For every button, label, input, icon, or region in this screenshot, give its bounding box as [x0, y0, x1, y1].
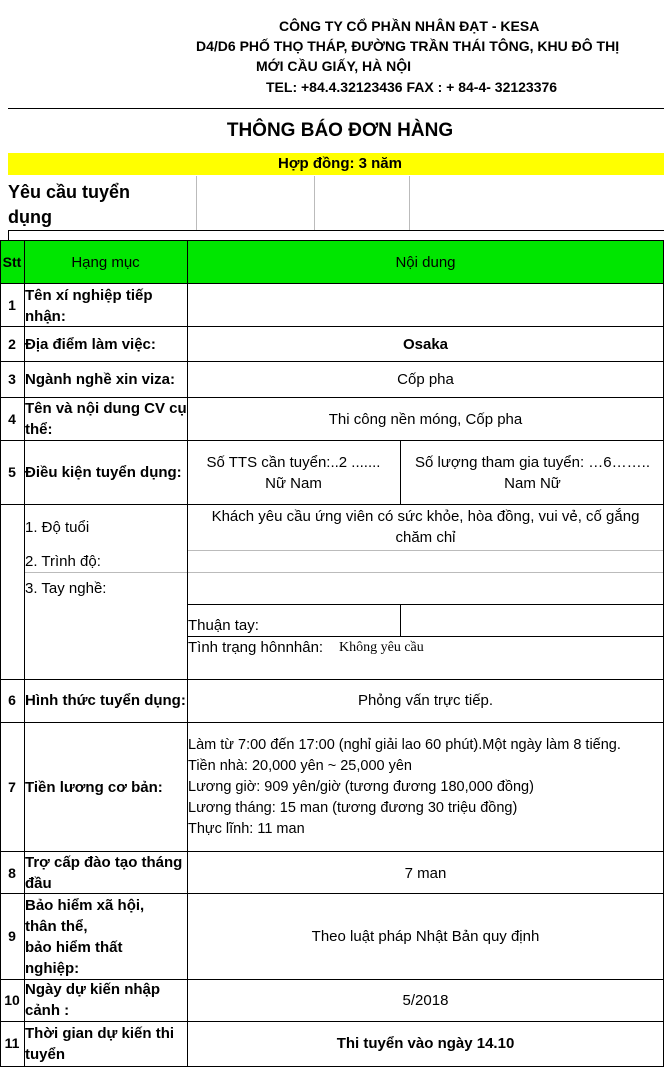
grid-line [0, 326, 664, 327]
salary-hourly: Lương giờ: 909 yên/giờ (tương đương 180,000 đồng) [188, 778, 534, 795]
row10-content: 5/2018 [402, 991, 449, 1009]
grid-line [0, 979, 664, 980]
grid-line [0, 361, 664, 362]
row5-participants [401, 441, 664, 504]
row2-item: Địa điểm làm việc: [25, 335, 156, 353]
grid-line [187, 550, 664, 551]
salary-housing: Tiền nhà: 20,000 yên ~ 25,000 yên [188, 757, 412, 774]
row9-content: Theo luật pháp Nhật Bản quy định [311, 928, 540, 945]
age-value: Khách yêu cầu ứng viên có sức khỏe, hòa đồng, vui vẻ, cố gắng chăm chỉ [211, 508, 640, 546]
grid-line [0, 1021, 664, 1022]
document-title: THÔNG BÁO ĐƠN HÀNG [226, 120, 454, 141]
row8-stt: 8 [8, 864, 16, 881]
handedness-label: Thuận tay: [188, 616, 259, 634]
grid-line [0, 397, 664, 398]
grid-line [196, 176, 197, 231]
salary-hours: Làm từ 7:00 đến 17:00 (nghỉ giải lao 60 phút).Một ngày làm 8 tiếng. [188, 736, 621, 753]
requirement-bottom-line [8, 230, 664, 231]
col-header-stt: Stt [2, 253, 22, 270]
row5-stt: 5 [8, 464, 16, 480]
grid-line [25, 572, 187, 573]
trainees-needed-gender: Nữ Nam [265, 474, 322, 492]
row1-stt: 1 [8, 297, 16, 313]
participants-count: Số lượng tham gia tuyển: …6…….. [415, 453, 650, 471]
col-header-content: Nội dung [395, 253, 456, 271]
row2-stt: 2 [8, 335, 16, 352]
grid-line [0, 722, 664, 723]
row7-item: Tiền lương cơ bản: [25, 778, 163, 796]
row7-stt: 7 [8, 778, 16, 795]
education-label: 2. Trình độ: [25, 552, 101, 570]
marital-value: Không yêu cầu [339, 639, 424, 655]
row9-item-line: bảo hiểm thất [25, 938, 123, 956]
contract-duration: Hợp đồng: 3 năm [278, 155, 402, 172]
salary-monthly: Lương tháng: 15 man (tương đương 30 triệu đồng) [188, 799, 518, 816]
skill-label: 3. Tay nghề: [25, 579, 107, 597]
header-divider [8, 108, 664, 109]
row3-item: Ngành nghề xin viza: [25, 370, 176, 388]
col-header-item: Hạng mục [71, 253, 140, 271]
participants-gender: Nam Nữ [504, 474, 561, 492]
row11-stt: 11 [4, 1035, 20, 1051]
row2-content: Osaka [402, 335, 449, 353]
grid-line [0, 240, 664, 241]
grid-line [0, 283, 664, 284]
requirement-heading [8, 180, 130, 230]
grid-line [400, 441, 401, 504]
grid-line [0, 504, 664, 505]
company-address-line1: D4/D6 PHỐ THỌ THÁP, ĐƯỜNG TRẦN THÁI TÔNG, KHU ĐÔ THỊ [196, 38, 620, 54]
row10-item: Ngày dự kiến nhập cảnh : [25, 981, 161, 1019]
row3-stt: 3 [8, 370, 16, 387]
row8-item: Trợ cấp đào tạo tháng đầu [25, 854, 183, 892]
company-address-line2: MỚI CẦU GIẤY, HÀ NỘI [256, 58, 412, 74]
grid-line [187, 604, 664, 605]
grid-line [0, 1066, 664, 1067]
salary-net: Thực lĩnh: 11 man [188, 820, 305, 837]
trainees-needed-count: Số TTS cần tuyển:..2 ....... [206, 453, 381, 471]
grid-line [0, 893, 664, 894]
row8-content: 7 man [404, 864, 447, 882]
grid-line [0, 240, 1, 1067]
row11-content: Thi tuyển vào ngày 14.10 [336, 1035, 515, 1052]
row3-content: Cốp pha [397, 370, 454, 388]
requirement-heading-line1: Yêu cầu tuyển [8, 182, 131, 202]
row9-stt: 9 [8, 928, 16, 944]
requirement-heading-line2: dụng [8, 207, 52, 227]
row9-item [25, 894, 187, 979]
grid-line [409, 176, 410, 231]
row6-stt: 6 [8, 692, 16, 708]
row1-content [187, 284, 664, 327]
grid-line [0, 679, 664, 680]
company-name: CÔNG TY CỔ PHẦN NHÂN ĐẠT - KESA [279, 18, 540, 34]
row9-item-line: nghiệp: [25, 959, 80, 977]
row11-item: Thời gian dự kiến thi tuyển [25, 1024, 175, 1063]
grid-line [0, 851, 664, 852]
marital-label: Tình trạng hônnhân: [188, 638, 324, 656]
row5-trainees-needed [187, 441, 400, 504]
grid-line [187, 636, 664, 637]
row4-stt: 4 [8, 410, 16, 427]
row6-item: Hình thức tuyển dụng: [25, 692, 186, 709]
grid-line [187, 572, 664, 573]
row9-item-line: thân thể, [25, 917, 88, 935]
row1-item: Tên xí nghiệp tiếp nhận: [25, 286, 153, 325]
row6-content: Phỏng vấn trực tiếp. [357, 692, 494, 709]
age-label: 1. Độ tuổi [25, 518, 90, 536]
row10-stt: 10 [4, 991, 20, 1008]
row9-item-line: Bảo hiểm xã hội, [25, 896, 145, 914]
grid-line [0, 440, 664, 441]
company-contact: TEL: +84.4.32123436 FAX : + 84-4- 32123376 [266, 79, 558, 95]
grid-line [314, 176, 315, 231]
row4-content: Thi công nền móng, Cốp pha [328, 410, 523, 428]
row5-item: Điều kiện tuyển dụng: [25, 464, 182, 481]
grid-line [187, 240, 188, 1067]
grid-line [24, 240, 25, 1067]
row4-item: Tên và nội dung CV cụ thể: [25, 400, 187, 438]
grid-line [400, 604, 401, 636]
row7-salary-details [188, 722, 664, 852]
